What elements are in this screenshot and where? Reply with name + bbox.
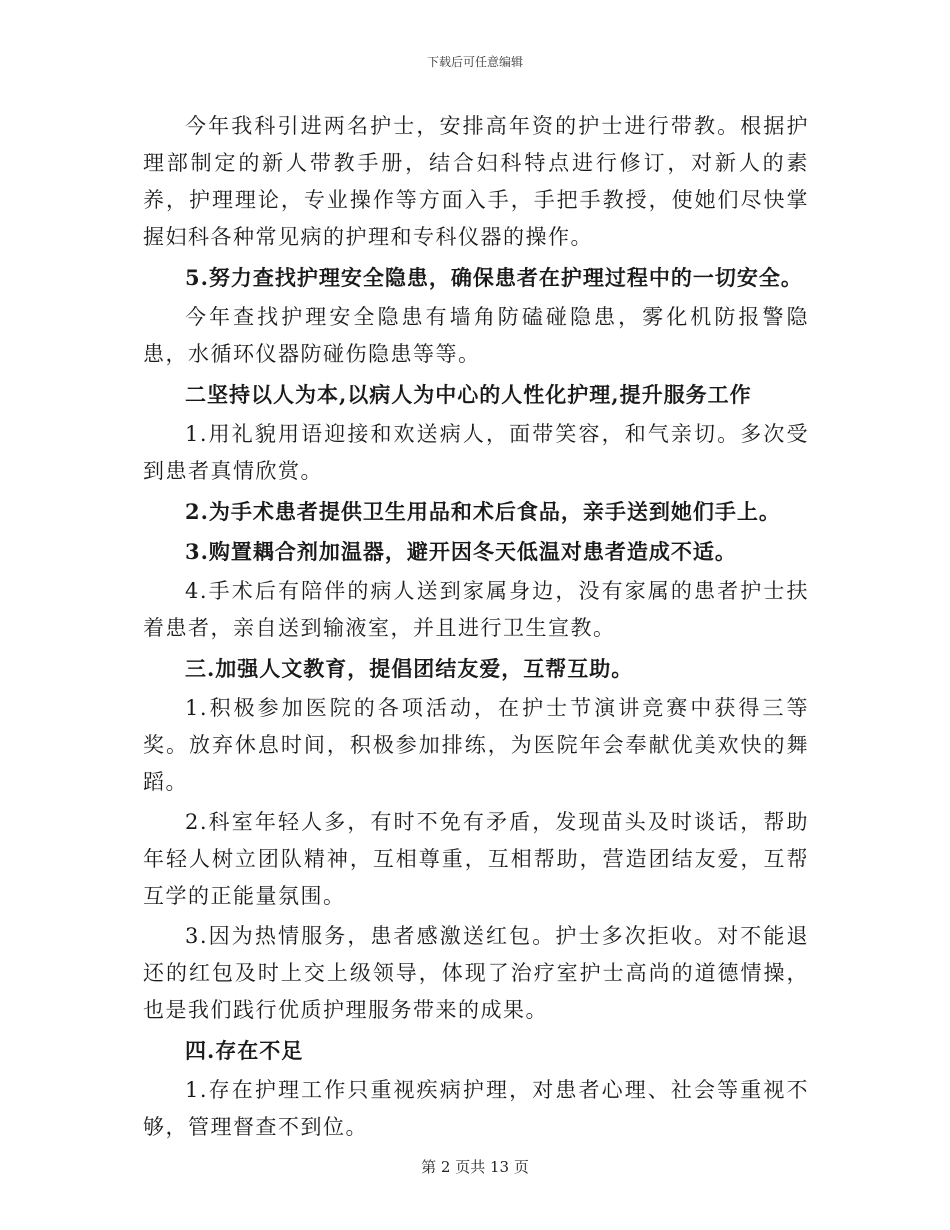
- page-header: 下载后可任意编辑: [426, 55, 523, 69]
- heading-safety: 5.努力查找护理安全隐患，确保患者在护理过程中的一切安全。: [185, 265, 803, 290]
- paragraph-courtesy: 1.用礼貌用语迎接和欢送病人，面带笑容，和气亲切。多次受到患者真情欣赏。: [143, 422, 809, 483]
- paragraph-teamwork: 2.科室年轻人多，有时不免有矛盾，发现苗头及时谈话，帮助年轻人树立团队精神，互相尊重，互相帮助，营造团结友爱，互帮互学的正能量氛围。: [143, 810, 809, 908]
- heading-section-3: 三.加强人文教育，提倡团结友爱，互帮互助。: [185, 656, 634, 681]
- heading-section-4: 四.存在不足: [185, 1038, 304, 1063]
- paragraph-mentoring: 今年我科引进两名护士，安排高年资的护士进行带教。根据护理部制定的新人带教手册，结合妇科特点进行修订，对新人的素养，护理理论，专业操作等方面入手，手把手教授，使她们尽快掌握妇科各种常见病的护理和专科仪器的操作。: [143, 114, 809, 249]
- heading-section-2: 二坚持以人为本,以病人为中心的人性化护理,提升服务工作: [185, 382, 752, 407]
- document-body: [143, 108, 809, 1149]
- paragraph-shortcomings: 1.存在护理工作只重视疾病护理，对患者心理、社会等重视不够，管理督查不到位。: [143, 1078, 809, 1139]
- paragraph-activities: 1.积极参加医院的各项活动，在护士节演讲竞赛中获得三等奖。放弃休息时间，积极参加排练，为医院年会奉献优美欢快的舞蹈。: [143, 696, 809, 794]
- page-footer: 第 2 页共 13 页: [421, 1158, 529, 1176]
- heading-supplies: 2.为手术患者提供卫生用品和术后食品，亲手送到她们手上。: [185, 499, 781, 524]
- paragraph-safety-hazards: 今年查找护理安全隐患有墙角防磕碰隐患，雾化机防报警隐患，水循环仪器防碰伤隐患等等。: [143, 305, 809, 366]
- heading-warmer: 3.购置耦合剂加温器，避开因冬天低温对患者造成不适。: [185, 539, 737, 564]
- paragraph-post-surgery: 4.手术后有陪伴的病人送到家属身边，没有家属的患者护士扶着患者，亲自送到输液室，并且进行卫生宣教。: [143, 579, 809, 640]
- paragraph-red-envelope: 3.因为热情服务，患者感激送红包。护士多次拒收。对不能退还的红包及时上交上级领导，体现了治疗室护士高尚的道德情操，也是我们践行优质护理服务带来的成果。: [143, 924, 809, 1022]
